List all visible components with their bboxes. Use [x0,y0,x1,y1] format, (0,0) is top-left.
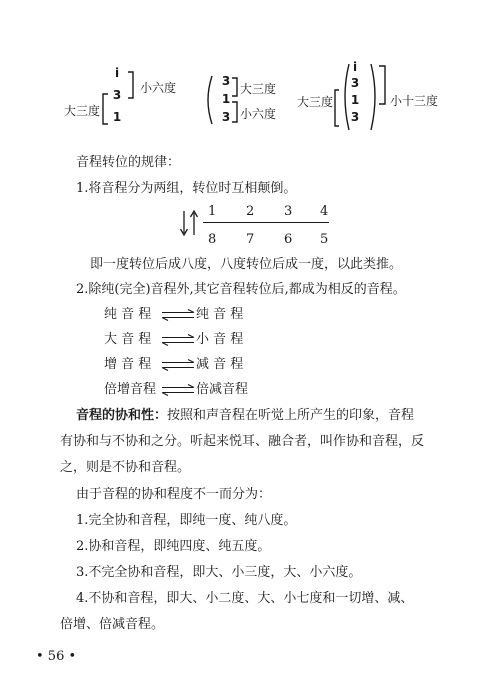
inversion-arrows-icon [178,208,200,238]
pair-1-left: 纯 音 程 [104,307,152,322]
pair-1-right: 纯 音 程 [196,307,244,322]
pair-3-right: 减 音 程 [196,357,244,372]
rule-1: 1.将音程分为两组，转位时互相颠倒。 [76,181,297,196]
classification-intro: 由于音程的协和程度不一而分为： [76,487,272,502]
example1-label-right: 小六度 [140,81,177,95]
pair-2-right: 小 音 程 [196,332,244,347]
table-top-4: 4 [320,204,329,219]
example3-label-right: 小十三度 [390,94,439,108]
consonance-term: 音程的协和性： [76,408,168,423]
exchange-arrows-icon [160,359,196,371]
list-item-continuation: 倍增、倍减音程。 [60,617,165,632]
list-item: 3.不完全协和音程，即大、小三度，大、小六度。 [76,565,362,580]
pair-4-left: 倍增音程 [104,382,157,397]
pair-4-right: 倍减音程 [196,382,249,397]
example2-label-top: 大三度 [240,82,277,96]
list-item: 4.不协和音程，即大、小二度、大、小七度和一切增、减、 [76,591,414,606]
rule-1-note: 即一度转位后成八度，八度转位后成一度，以此类推。 [90,257,403,272]
pair-2-left: 大 音 程 [104,332,152,347]
table-top-1: 1 [208,204,217,219]
exchange-arrows-icon [160,334,196,346]
example2-note-bottom: 3 [221,110,231,124]
table-top-2: 2 [246,204,255,219]
example3-note-4: 3 [350,110,360,124]
table-bottom-3: 6 [284,232,293,247]
consonance-paragraph-line2: 有协和与不协和之分。听起来悦耳、融合者，叫作协和音程，反 [60,434,425,449]
table-bottom-1: 8 [208,232,217,247]
example1-label: 大三度 [64,104,101,118]
pair-3-left: 增 音 程 [104,357,152,372]
table-bottom-2: 7 [246,232,255,247]
example1-note-mid: 3 [112,88,122,102]
list-item: 1.完全协和音程，即纯一度、纯八度。 [76,513,297,528]
consonance-text-1: 按照和声音程在听觉上所产生的印象，音程 [167,408,415,423]
example3-note-3: 1 [350,93,360,107]
consonance-paragraph-line3: 之，则是不协和音程。 [60,460,191,475]
page-number: • 56 • [36,649,77,664]
example3-note-2: 3 [350,76,360,90]
table-divider [203,222,329,223]
list-item: 2.协和音程，即纯四度、纯五度。 [76,539,271,554]
exchange-arrows-icon [160,309,196,321]
exchange-arrows-icon [160,384,196,396]
table-top-3: 3 [284,204,293,219]
consonance-paragraph-line1 [76,407,414,425]
example2-label-bottom: 小六度 [240,107,277,121]
example3-note-1: i [352,60,358,74]
example2-note-mid: 1 [221,92,231,106]
example2-note-top: 3 [221,74,231,88]
example3-label: 大三度 [297,95,334,109]
rule-2: 2.除纯(完全)音程外,其它音程转位后,都成为相反的音程。 [76,282,406,297]
example1-note-top: i [114,66,120,80]
table-bottom-4: 5 [320,232,329,247]
section-title: 音程转位的规律： [76,155,181,170]
example1-note-bottom: 1 [112,110,122,124]
